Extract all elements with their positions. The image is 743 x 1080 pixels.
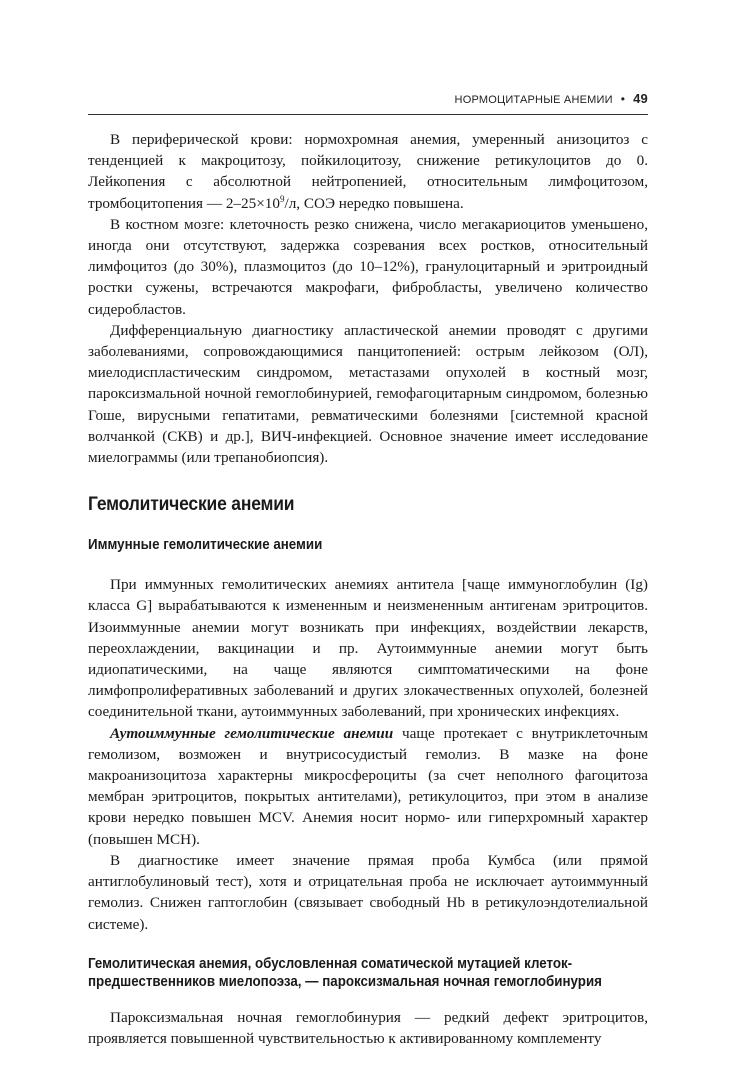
paragraph-pnh: Пароксизмальная ночная гемоглобинурия — редкий дефект эритроцитов, проявляется повышенной чувствительностью к активированному комплементу: [88, 1008, 648, 1047]
paragraph-peripheral-blood: [88, 129, 648, 214]
lead-term: Аутоиммунные гемолитические анемии: [110, 724, 394, 742]
header-rule: [88, 114, 648, 115]
paragraph-immune-anemias: При иммунных гемолитических анемиях антитела [чаще иммуноглобулин (Ig) класса G] вырабатываются к измененным и неизмененным антигенам эритроцитов. Изоиммунные анемии могут возникать при инфекциях, воздействии лекарств, переохлаждении, вакцинации и пр. Аутоиммунные анемии могут быть идиопатическими, на чаще являются симптоматическими на фоне лимфопролиферативных заболеваний и других злокачественных опухолей, болезней соединительной ткани, аутоиммунных заболеваний, при хронических инфекциях.: [88, 576, 648, 721]
section-heading: Гемолитические анемии: [88, 494, 295, 516]
paragraph-differential-diagnosis: Дифференциальную диагностику апластической анемии проводят с другими заболеваниями, сопровождающимися панцитопенией: острым лейкозом (ОЛ), миелодиспластическим синдромом, метастазами опухолей в костный мозг, пароксизмальной ночной гемоглобинурией, гемофагоцитарным синдромом, болезнью Гоше, вирусными гепатитами, ревматическими болезнями [системной красной волчанкой (СКВ) и др.], ВИЧ-инфекцией. Основное значение имеет исследование миелограммы (или трепанобиопсия).: [88, 321, 648, 467]
running-header: [88, 91, 648, 106]
paragraph-text: /л, СОЭ нередко повышена.: [284, 194, 464, 212]
subsection-heading-immune: Иммунные гемолитические анемии: [88, 537, 323, 554]
paragraph-text: чаще протекает с внутриклеточным гемолизом, возможен и внутрисосудистый гемолиз. В мазке на фоне макроанизоцитоза характерны микросфероциты (за счет неполного фагоцитоза мембран эритроцитов, покрытых антителами), ретикулоцитоз, при этом в анализе крови нередко повышен MCV. Анемия носит нормо- или гиперхромный характер (повышен MCH).: [88, 724, 649, 848]
page-body: [88, 129, 648, 1049]
subsection-heading-pnh: Гемолитическая анемия, обусловленная соматической мутацией клеток-предшественников миелопоэза, — пароксизмальная ночная гемоглобинурия: [88, 955, 602, 990]
superscript: 9: [279, 193, 285, 204]
bullet-separator: •: [620, 92, 626, 106]
paragraph-text: В периферической крови: нормохромная анемия, умеренный анизоцитоз с тенденцией к макроцитозу, пойкилоцитозу, снижение ретикулоцитов до 0. Лейкопения с абсолютной нейтропенией, относительным лимфоцитозом, тромбоцитопения — 2–25×10: [88, 131, 648, 212]
paragraph-autoimmune: [88, 723, 648, 850]
running-title: НОРМОЦИТАРНЫЕ АНЕМИИ: [454, 94, 613, 106]
paragraph-coombs-test: В диагностике имеет значение прямая проба Кумбса (или прямой антиглобулиновый тест), хотя и отрицательная проба не исключает аутоиммунный гемолиз. Снижен гаптоглобин (связывает свободный Hb в ретикулоэндотелиальной системе).: [88, 851, 648, 933]
page-number: 49: [633, 91, 648, 106]
paragraph-bone-marrow: В костном мозге: клеточность резко снижена, число мегакариоцитов уменьшено, иногда они отсутствуют, задержка созревания всех ростков, относительный лимфоцитоз (до 30%), плазмоцитоз (до 10–12%), гранулоцитарный и эритроидный ростки сужены, встречаются макрофаги, фибробласты, увеличено количество сидеробластов.: [88, 215, 648, 318]
